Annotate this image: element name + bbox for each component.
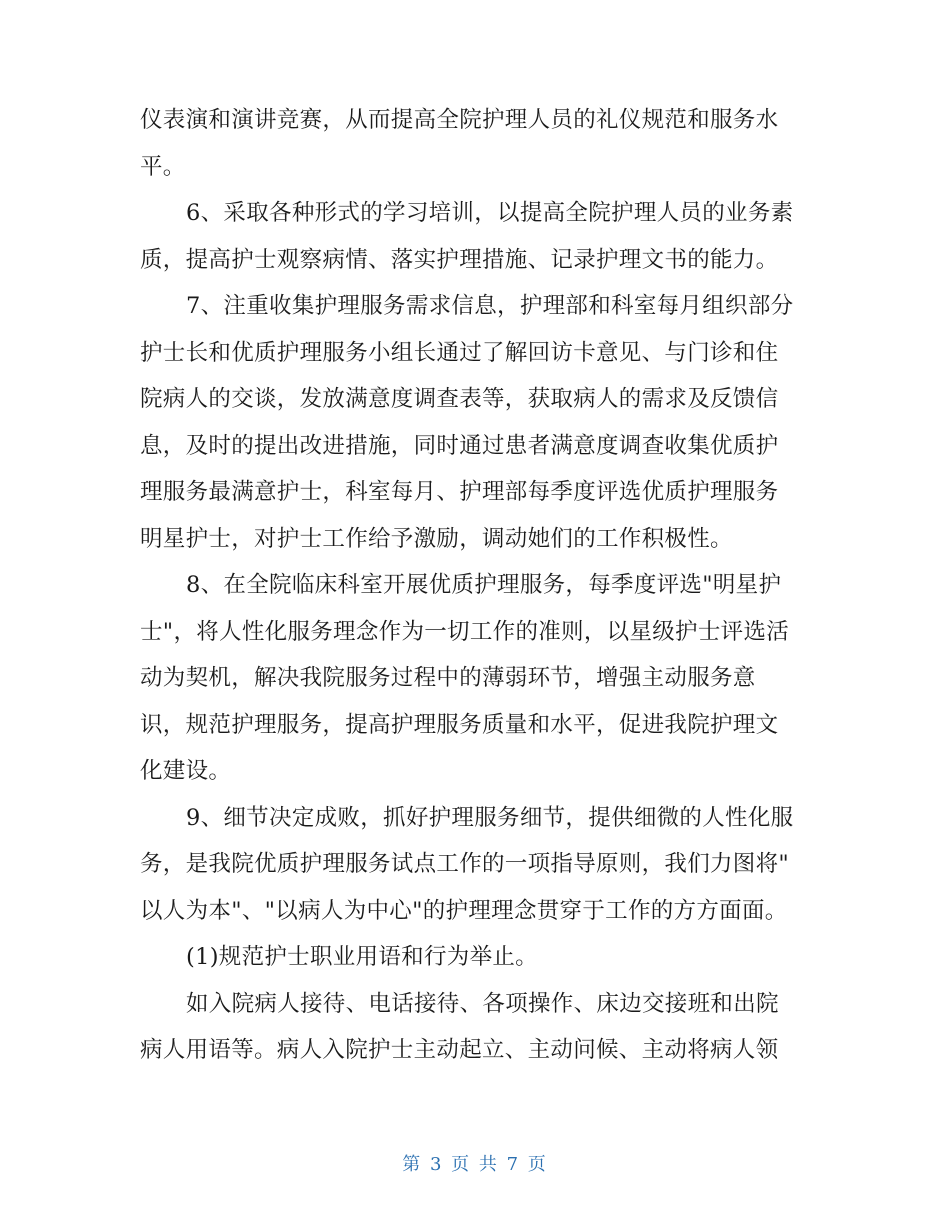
text-line: 动为契机，解决我院服务过程中的薄弱环节，增强主动服务意 xyxy=(140,665,756,691)
page-number-footer: 第 3 页 共 7 页 xyxy=(402,1154,548,1175)
text-line: 院病人的交谈，发放满意度调查表等，获取病人的需求及反馈信 xyxy=(140,386,779,412)
text-line: 仪表演和演讲竞赛，从而提高全院护理人员的礼仪规范和服务水 xyxy=(140,107,779,133)
text-line: 明星护士，对护士工作给予激励，调动她们的工作积极性。 xyxy=(140,525,733,552)
paragraph-start-line: 如入院病人接待、电话接待、各项操作、床边交接班和出院 xyxy=(186,990,779,1017)
text-line: 护士长和优质护理服务小组长通过了解回访卡意见、与门诊和住 xyxy=(140,339,779,366)
paragraph-start-line: 7、注重收集护理服务需求信息，护理部和科室每月组织部分 xyxy=(186,293,794,319)
text-line: 化建设。 xyxy=(140,758,232,784)
text-line: 病人用语等。病人入院护士主动起立、主动问候、主动将病人领 xyxy=(140,1037,779,1063)
text-line: 识，规范护理服务，提高护理服务质量和水平，促进我院护理文 xyxy=(140,711,779,738)
paragraph-start-line: 9、细节决定成败，抓好护理服务细节，提供细微的人性化服 xyxy=(186,804,794,831)
text-line: 以人为本"、"以病人为中心"的护理理念贯穿于工作的方方面面。 xyxy=(140,897,788,924)
subheading-line: (1)规范护士职业用语和行为举止。 xyxy=(186,944,538,970)
text-line: 平。 xyxy=(140,153,186,180)
paragraph-start-line: 8、在全院临床科室开展优质护理服务，每季度评选"明星护 xyxy=(186,572,782,598)
text-line: 理服务最满意护士，科室每月、护理部每季度评选优质护理服务 xyxy=(140,479,779,505)
text-line: 士"，将人性化服务理念作为一切工作的准则，以星级护士评选活 xyxy=(140,618,790,645)
text-line: 质，提高护士观察病情、落实护理措施、记录护理文书的能力。 xyxy=(140,246,779,273)
text-line: 息，及时的提出改进措施，同时通过患者满意度调查收集优质护 xyxy=(140,432,779,459)
document-body xyxy=(140,97,800,1074)
text-line: 务，是我院优质护理服务试点工作的一项指导原则，我们力图将" xyxy=(140,851,790,877)
paragraph-start-line: 6、采取各种形式的学习培训，以提高全院护理人员的业务素 xyxy=(186,200,794,226)
